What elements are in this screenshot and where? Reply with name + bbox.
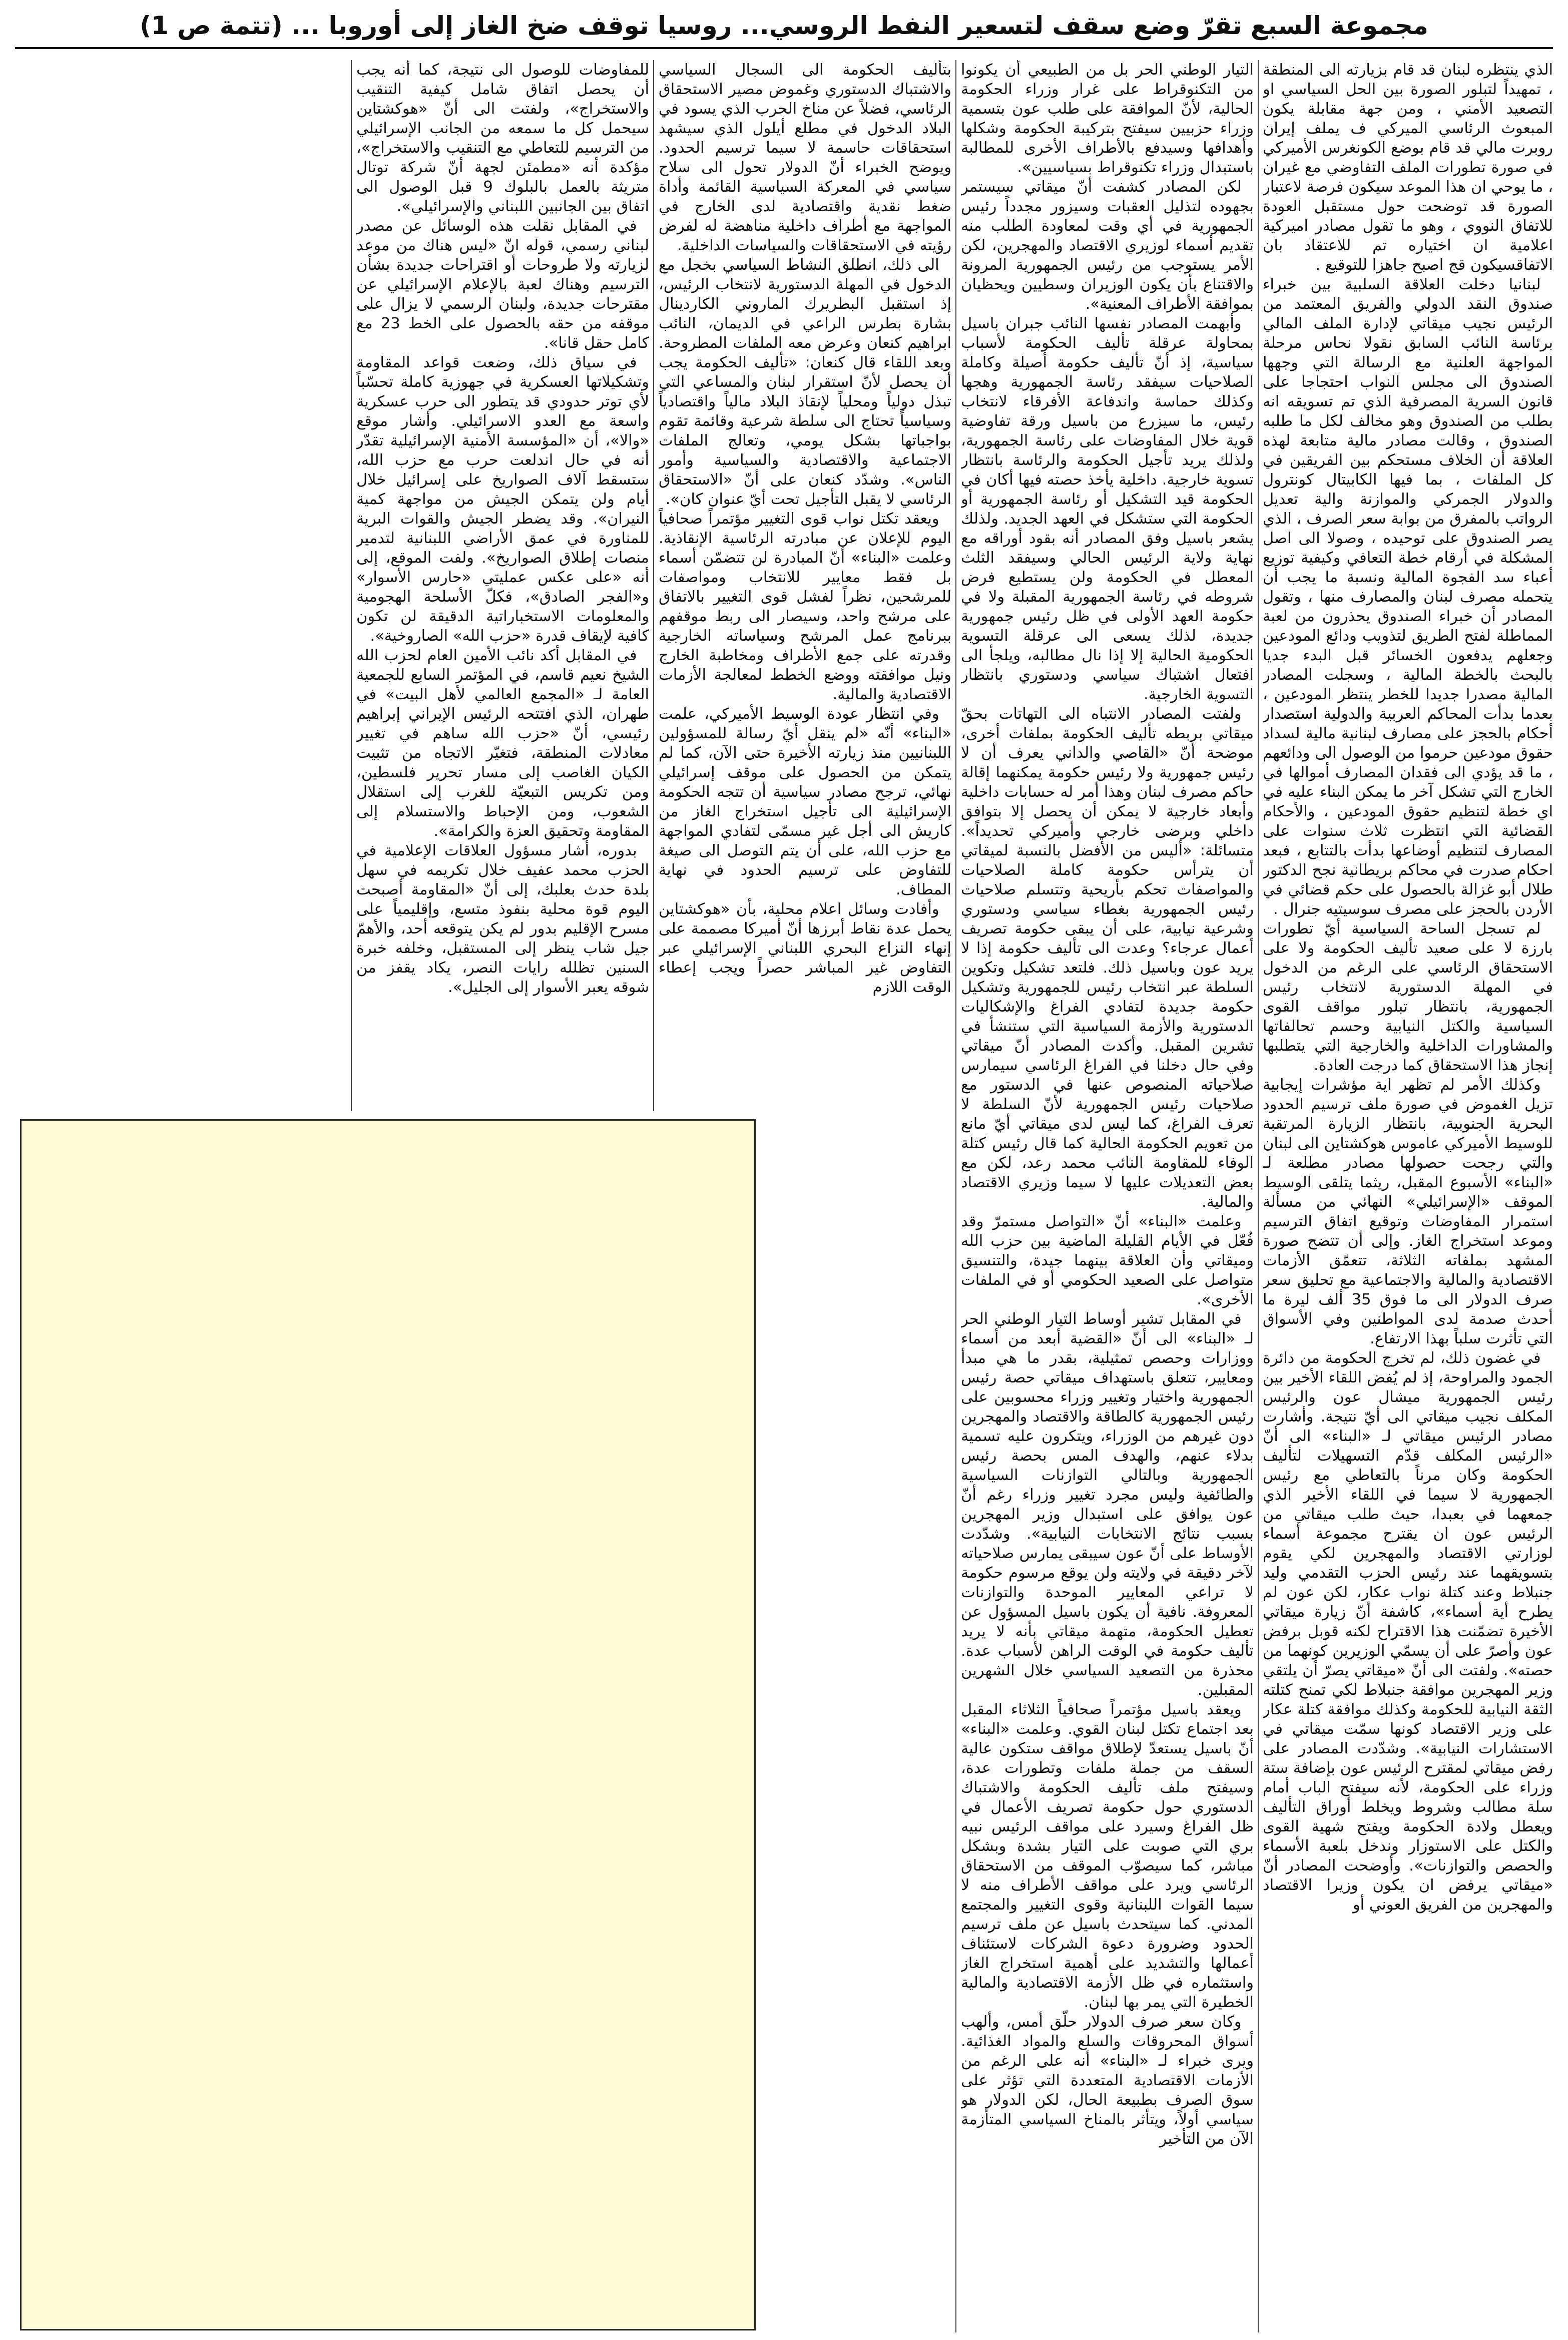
article-paragraph: في المقابل تشير أوساط التيار الوطني الحر لـ «البناء» الى أنّ «القضية أبعد من أسماء ووزارات وحصص تمثيلية، بقدر ما هي مبدأ ومعايير، تتعلق باستهداف ميقاتي حصة رئيس الجمهورية واختيار وتغيير وزراء محسوبين على رئيس الجمهورية كالطاقة والاقتصاد والمهجرين دون غيرهم من الوزراء، ويتكرون عليه تسمية بدلاء عنهم، والهدف المس بحصة رئيس الجمهورية وبالتالي التوازنات السياسية والطائفية وليس مجرد تغيير وزراء رغم أنّ عون يوافق على استبدال وزير المهجرين بسبب نتائج الانتخابات النيابية». وشدّدت الأوساط على أنّ عون سيبقى يمارس صلاحياته لآخر دقيقة في ولايته ولن يوقع مرسوم حكومة لا تراعي المعايير الموحدة والتوازنات المعروفة. نافية أن يكون باسيل المسؤول عن تعطيل الحكومة، متهمة ميقاتي بأنه لا يريد تأليف حكومة في الوقت الراهن لأسباب عدة. محذرة من التصعيد السياسي خلال الشهرين المقبلين.	[961, 1310, 1254, 1699]
column-divider	[1258, 60, 1259, 2332]
article-paragraph: التيار الوطني الحر بل من الطبيعي أن يكونوا من التكنوقراط على غرار وزراء الحكومة الحالية، لأنّ الموافقة على طلب عون بتسمية وزراء حزبيين سيفتح بتركيبة الحكومة وشكلها وأهدافها وسيدفع بالأطراف الأخرى للمطالبة باستبدال وزراء تكنوقراط بسياسيين».	[961, 61, 1254, 176]
headline-rule	[15, 47, 1553, 49]
article-paragraph: وأبهمت المصادر نفسها النائب جبران باسيل بمحاولة عرقلة تأليف الحكومة لأسباب سياسية، إذ أنّ تأليف حكومة أصيلة وكاملة الصلاحيات سيفقد رئاسة الجمهورية وهجها وكذلك حماسة واندفاعة الأفرقاء لانتخاب رئيس، ما سيزرع من باسيل ورقة تفاوضية قوية خلال المفاوضات على رئاسة الجمهورية، ولذلك يريد تأجيل الحكومة والرئاسة بانتظار تسوية خارجية. داخلية يأخذ حصته فيها أكان في الحكومة قيد التشكيل أو رئاسة الجمهورية أو الحكومة التي ستشكل في العهد الجديد. ولذلك يشعر باسيل وفق المصادر أنه بقود أوراقه مع نهاية ولاية الرئيس الحالي وسيفقد الثلث المعطل في الحكومة ولن يستطيع فرض شروطه في رئاسة الجمهورية المقبلة ولا في حكومة العهد الأولى في ظل رئيس جمهورية جديدة، لذلك يسعى الى عرقلة التسوية الحكومية الحالية إلا إذا نال مطالبه، ويلجأ الى افتعال اشتباك سياسي ودستوري بانتظار التسوية الخارجية.	[961, 315, 1254, 703]
article-paragraph: ولفتت المصادر الانتباه الى التهاتات بحقّ ميقاتي بربطه تأليف الحكومة بملفات أخرى، موضحة أنّ «القاصي والداني يعرف أن لا رئيس جمهورية ولا رئيس حكومة يمكنهما إقالة حاكم مصرف لبنان وهذا أمر له حسابات داخلية وأبعاد خارجية لا يمكن أن يحصل إلا بتوافق داخلي وبرضى خارجي وأميركي تحديداً». متسائلة: «أليس من الأفضل بالنسبة لميقاتي أن يترأس حكومة كاملة الصلاحيات والمواصفات تحكم بأريحية وتتسلم صلاحيات رئيس الجمهورية بغطاء سياسي ودستوري وشرعية نيابية، على أن يبقى حكومة تصريف أعمال عرجاء؟ وعدت الى تأليف حكومة إذا لا يريد عون وباسيل ذلك. فلتعد تشكيل وتكوين السلطة عبر انتخاب رئيس للجمهورية وتشكيل حكومة جديدة لتفادي الفراغ والإشكاليات الدستورية والأزمة السياسية التي ستنشأ في تشرين المقبل. وأكدت المصادر أنّ ميقاتي وفي حال دخلنا في الفراغ الرئاسي سيمارس صلاحياته المنصوص عنها في الدستور مع صلاحيات رئيس الجمهورية لأنّ السلطة لا تعرف الفراغ، كما ليس لدى ميقاتي أيّ مانع من تعويم الحكومة الحالية كما قال رئيس كتلة الوفاء للمقاومة النائب محمد رعد، لكن مع بعض التعديلات عليها لا سيما وزيري الاقتصاد والمالية.	[961, 705, 1254, 1211]
article-paragraph: الى ذلك، انطلق النشاط السياسي بخجل مع الدخول في المهلة الدستورية لانتخاب الرئيس، إذ استقبل البطريرك الماروني الكاردينال بشارة بطرس الراعي في الديمان، النائب ابراهيم كنعان وعرض معه الملفات المطروحة. وبعد اللقاء قال كنعان: «تأليف الحكومة يجب أن يحصل لأنّ استقرار لبنان والمساعي التي تبذل دولياً ومحلياً لإنقاذ البلاد مالياً واقتصادياً وسياسياً تحتاج الى سلطة شرعية وقائمة تقوم بواجباتها بشكل يومي، وتعالج الملفات الاجتماعية والاقتصادية والسياسية وأمور الناس». وشدّد كنعان على أنّ «الاستحقاق الرئاسي لا يقبل التأجيل تحت أيّ عنوان كان».	[659, 256, 951, 508]
article-column-5	[59, 60, 347, 1111]
article-paragraph: في سياق ذلك، وضعت قواعد المقاومة وتشكيلاتها العسكرية في جهوزية كاملة تحسّباً لأي توتر حدودي قد يتطور الى حرب عسكرية واسعة مع العدو الاسرائيلي. وأشار موقع «والا»، أن «المؤسسة الأمنية الإسرائيلية تقدّر أنه في حال اندلعت حرب مع حزب الله، ستسقط آلاف الصواريخ على إسرائيل خلال أيام ولن يتمكن الجيش من مواجهة كمية النيران». وقد يضطر الجيش والقوات البرية للمناورة في عمق الأراضي اللبنانية لتدمير منصات إطلاق الصواريخ». ولفت الموقع، إلى أنه «على عكس عمليتي «حارس الأسوار» و«الفجر الصادق»، فكلّ الأسلحة الهجومية والمعلومات الاستخباراتية الدقيقة لن تكون كافية لإيقاف قدرة «حزب الله» الصاروخية».	[356, 354, 649, 645]
column-divider	[351, 60, 352, 1111]
column-divider	[653, 60, 654, 1111]
article-paragraph: لبنانيا دخلت العلاقة السلبية بين خبراء صندوق النقد الدولي والفريق المعتمد من الرئيس نجيب ميقاتي لإدارة الملف المالي برئاسة النائب السابق نقولا نحاس مرحلة المواجهة العلنية مع الرسالة التي وجهها الصندوق الى مجلس النواب احتجاجا على قانون السرية المصرفية الذي تم تسويقه انه بطلب من الصندوق وهو مخالف لكل ما طلبه الصندوق ، وقالت مصادر مالية متابعة لهذه العلاقة أن الخلاف مستحكم بين الفريقين في كل الملفات ، بما فيها الكابيتال كونترول والدولار الجمركي والموازنة والية تعديل الرواتب بالمفرق من بوابة سعر الصرف ، الذي يصر الصندوق على توحيده ، وصولا الى اصل المشكلة في أرقام خطة التعافي وكيفية توزيع أعباء سد الفجوة المالية ونسبة ما يجب أن يتحمله مصرف لبنان والمصارف منها ، وتقول المصادر أن خبراء الصندوق يحذرون من لعبة المماطلة لفتح الطريق لتذويب ودائع المودعين وجعلهم يدفعون الخسائر قبل البدء جديا بالبحث بالخطة المالية ، وسجلت المصادر المالية مصدرا جديدا للخطر ينتظر المودعين ، بعدما بدأت المحاكم العربية والدولية استصدار أحكام بالحجز على مصارف لبنانية مالية لسداد حقوق مودعين حرموا من الوصول الى ودائعهم ، ما قد يؤدي الى فقدان المصارف أموالها في الخارج التي تشكل آخر ما يمكن البناء عليه في اي خطة لتنظيم حقوق المودعين ، والأحكام القضائية التي انتظرت ثلاث سنوات على المصارف لتنظيم أوضاعها بدأت بالتتابع ، فبعد احكام صدرت في محاكم بريطانية نجح الدكتور طلال أبو غزالة بالحصول على حكم قضائي في الأردن بالحجز على مصرف سوسيتيه جنرال .	[1263, 276, 1553, 918]
article-paragraph: ويعقد تكتل نواب قوى التغيير مؤتمراً صحافياً اليوم للإعلان عن مبادرته الرئاسية الإنقاذية. وعلمت «البناء» أنّ المبادرة لن تتضمّن أسماء بل فقط معايير للانتخاب ومواصفات للمرشحين، نظراً لفشل قوى التغيير بالاتفاق على مرشح واحد، وسيصار الى ربط موقفهم ببرنامج عمل المرشح وسياساته الخارجية وقدرته على جمع الأطراف ومخاطبة الخارج ونيل موافقته ووضع الخطط لمعالجة الأزمات الاقتصادية والمالية.	[659, 510, 951, 703]
article-paragraph: في غضون ذلك، لم تخرج الحكومة من دائرة الجمود والمراوحة، إذ لم يُفض اللقاء الأخير بين رئيس الجمهورية ميشال عون والرئيس المكلف نجيب ميقاتي الى أيّ نتيجة. وأشارت مصادر الرئيس ميقاتي لـ «البناء» الى أنّ «الرئيس المكلف قدّم التسهيلات لتأليف الحكومة وكان مرناً بالتعاطي مع رئيس الجمهورية لا سيما في اللقاء الأخير الذي جمعهما في بعبدا، حيث طلب ميقاتي من الرئيس عون ان يقترح مجموعة أسماء لوزارتي الاقتصاد والمهجرين لكي يقوم بتسويقهما عند رئيس الحزب التقدمي وليد جنبلاط وعند كتلة نواب عكار، لكن عون لم يطرح أية أسماء»، كاشفة أنّ زيارة ميقاتي الأخيرة تضمّنت هذا الاقتراح لكنه قوبل برفض عون وأصرّ على أن يسمّي الوزيرين كونهما من حصته». ولفتت الى أنّ «ميقاتي يصرّ أن يلتقي وزير المهجرين موافقة جنبلاط لكي تمنح كتلته الثقة النيابية للحكومة وكذلك موافقة كتلة عكار على وزير الاقتصاد كونها سمّت ميقاتي في الاستشارات النيابية». وشدّدت المصادر على رفض ميقاتي لمقترح الرئيس عون بإضافة ستة وزراء على الحكومة، لأنه سيفتح الباب أمام سلة مطالب وشروط ويخلط أوراق التأليف ويعطل ولادة الحكومة ويفتح شهية القوى والكتل على الاستوزار وندخل بلعبة الأسماء والحصص والتوازنات». وأوضحت المصادر أنّ «ميقاتي يرفض ان يكون وزيرا الاقتصاد والمهجرين من الفريق العوني أو	[1263, 1349, 1553, 1914]
article-paragraph: في المقابل أكد نائب الأمين العام لحزب الله الشيخ نعيم قاسم، في المؤتمر السابع للجمعية العامة لـ «المجمع العالمي لأهل البيت» في طهران، الذي افتتحه الرئيس الإيراني إبراهيم رئيسي، أنّ «حزب الله ساهم في تغيير معادلات المنطقة، فتغيّر الاتجاه من تثبيت الكيان الغاصب إلى مسار تحرير فلسطين، ومن تكريس التبعيّة للغرب إلى استقلال الشعوب، ومن الإحباط والاستسلام إلى المقاومة وتحقيق العزة والكرامة».	[356, 647, 649, 840]
article-column-1	[1263, 60, 1553, 2332]
article-column-4	[356, 60, 649, 1111]
article-paragraph: وأفادت وسائل اعلام محلية، بأن «هوكشتاين يحمل عدة نقاط أبرزها أنّ أميركا مصممة على إنهاء النزاع البحري اللبناني الإسرائيلي عبر التفاوض غير المباشر حصراً ويجب إعطاء الوقت اللازم	[659, 900, 951, 996]
article-paragraph: في المقابل نقلت هذه الوسائل عن مصدر لبناني رسمي، قوله انّ «ليس هناك من موعد لزيارته ولا طروحات أو اقتراحات جديدة بشأن الترسيم وهناك لعبة بالإعلام الإسرائيلي عن مقترحات جديدة، ولبنان الرسمي لا يزال على موقفه من حقه بالحصول على الخط 23 مع كامل حقل قانا».	[356, 217, 649, 352]
article-paragraph: لم تسجل الساحة السياسية أيّ تطورات بارزة لا على صعيد تأليف الحكومة ولا على الاستحقاق الرئاسي على الرغم من الدخول في المهلة الدستورية لانتخاب رئيس الجمهورية، بانتظار تبلور مواقف القوى السياسية والكتل النيابية وحسم تحالفاتها والمشاورات الداخلية والخارجية التي يتطلبها إنجاز هذا الاستحقاق كما درجت العادة.	[1263, 920, 1553, 1074]
article-paragraph: للمفاوضات للوصول الى نتيجة، كما أنه يجب أن يحصل اتفاق شامل كيفية التنقيب والاستخراج»، ولفتت الى أنّ «هوكشتاين سيحمل كل ما سمعه من الجانب الإسرائيلي من الترسيم للتعاطي مع التنقيب والاستخراج»، مؤكدة أنه «مطمئن لجهة أنّ شركة توتال متريثة بالعمل بالبلوك 9 قبل الوصول الى اتفاق بين الجانبين اللبناني والإسرائيلي».	[356, 61, 649, 215]
article-column-2	[961, 60, 1254, 2332]
article-paragraph: بتأليف الحكومة الى السجال السياسي والاشتباك الدستوري وغموض مصير الاستحقاق الرئاسي، فضلاً عن مناخ الحرب الذي يسود في البلاد الدخول في مطلع أيلول الذي سيشهد استحقاقات حاسمة لا سيما ترسيم الحدود. ويوضح الخبراء أنّ الدولار تحول الى سلاح سياسي في المعركة السياسية القائمة وأداة ضغط نقدية واقتصادية لدى الخارج في المواجهة مع أطراف داخلية مناهضة له لفرض رؤيته في الاستحقاقات والسياسات الداخلية.	[659, 61, 951, 254]
article-paragraph: ويعقد باسيل مؤتمراً صحافياً الثلاثاء المقبل بعد اجتماع تكتل لبنان القوي. وعلمت «البناء» أنّ باسيل يستعدّ لإطلاق مواقف ستكون عالية السقف من جملة ملفات وتطورات عدة، وسيفتح ملف تأليف الحكومة والاشتباك الدستوري حول حكومة تصريف الأعمال في ظل الفراغ وسيرد على مواقف الرئيس نبيه بري التي صوبت على التيار بشدة وبشكل مباشر، كما سيصوّب الموقف من الاستحقاق الرئاسي ويرد على مواقف الأطراف منه لا سيما القوات اللبنانية وقوى التغيير والمجتمع المدني. كما سيتحدث باسيل عن ملف ترسيم الحدود وضرورة دعوة الشركات لاستئناف أعمالها والتشديد على أهمية استخراج الغاز واستثماره في ظل الأزمة الاقتصادية والمالية الخطيرة التي يمر بها لبنان.	[961, 1701, 1254, 2011]
article-paragraph: وفي انتظار عودة الوسيط الأميركي، علمت «البناء» أنّه «لم ينقل أيّ رسالة للمسؤولين اللبنانيين منذ زيارته الأخيرة حتى الآن، كما لم يتمكن من الحصول على موقف إسرائيلي نهائي، ترجح مصادر سياسية أن تتجه الحكومة الإسرائيلية الى تأجيل استخراج الغاز من كاريش الى أجل غير مسمّى لتفادي المواجهة مع حزب الله، على أن يتم التوصل الى صيغة للتفاوض على ترسيم الحدود في نهاية المطاف.	[659, 705, 951, 898]
column-divider	[955, 60, 956, 2332]
article-headline: مجموعة السبع تقرّ وضع سقف لتسعير النفط الروسي... روسيا توقف ضخ الغاز إلى أوروبا ... (تتمة ص 1)	[140, 11, 1428, 40]
article-paragraph: لكن المصادر كشفت أنّ ميقاتي سيستمر بجهوده لتذليل العقبات وسيزور مجدداً رئيس الجمهورية في أي وقت لمعاودة الطلب منه تقديم أسماء لوزيري الاقتصاد والمهجرين، لكن الأمر يستوجب من رئيس الجمهورية المرونة والاقتناع بأن يكون الوزيران وسطيين ويحظيان بموافقة الأطراف المعنية».	[961, 178, 1254, 313]
article-paragraph: وكان سعر صرف الدولار حلّق أمس، وألهب أسواق المحروقات والسلع والمواد الغذائية. ويرى خبراء لـ «البناء» أنه على الرغم من الأزمات الاقتصادية المتعددة التي تؤثر على سوق الصرف بطبيعة الحال، لكن الدولار هو سياسي أولاً، ويتأثر بالمناخ السياسي المتأزمة الآن من التأخير	[961, 2013, 1254, 2148]
article-paragraph: وعلمت «البناء» أنّ «التواصل مستمرّ وقد فُعّل في الأيام القليلة الماضية بين حزب الله وميقاتي وأن العلاقة بينهما جيدة، والتنسيق متواصل على الصعيد الحكومي أو في الملفات الأخرى».	[961, 1213, 1254, 1308]
empty-ad-placeholder	[20, 1119, 756, 2330]
article-paragraph: بدوره، أشار مسؤول العلاقات الإعلامية في الحزب محمد عفيف خلال تكريمه في سهل بلدة حدث بعلبك، إلى أنّ «المقاومة أصبحت اليوم قوة محلية بنفوذ متسع، وإقليمياً على مسرح الإقليم بدور لم يكن يتوقعه أحد، والأهمّ جيل شاب ينظر إلى المستقبل، وخلفه خبرة السنين تظلله رايات النصر، يكاد يقفز من شوقه يعبر الأسوار إلى الجليل».	[356, 842, 649, 996]
article-paragraph: الذي ينتظره لبنان قد قام بزيارته الى المنطقة ، تمهيداً لتبلور الصورة بين الحل السياسي او التصعيد الأمني ، ومن جهة مقابلة يكون المبعوث الرئاسي الميركي ف يملف إيران روبرت مالي قد قام بوضع الكونغرس الأميركي في صورة تطورات الملف التفاوضي مع غيران ، ما يوحي ان هذا الموعد سيكون فرصة لاعتبار الصورة قد توضحت حول مستقبل العودة للاتفاق النووي ، وهو ما تقول مصادر اميركية اعلامية ان اختياره تم للاعتقاد بان الاتفاقسيكون قج اصبح جاهزا للتوقيع .	[1263, 61, 1553, 274]
article-paragraph: وكذلك الأمر لم تظهر اية مؤشرات إيجابية تزيل الغموض في صورة ملف ترسيم الحدود البحرية الجنوبية، بانتظار الزيارة المرتقبة للوسيط الأميركي عاموس هوكشتاين الى لبنان والتي رجحت حصولها مصادر مطلعة لـ «البناء» الأسبوع المقبل، ريثما يتلقى الوسيط الموقف «الإسرائيلي» النهائي من مسألة استمرار المفاوضات وتوقيع اتفاق الترسيم وموعد استخراج الغاز. وإلى أن تتضح صورة المشهد بملفاته الثلاثة، تتعمّق الأزمات الاقتصادية والمالية والاجتماعية مع تحليق سعر صرف الدولار الى ما فوق 35 ألف ليرة ما أحدث صدمة لدى المواطنين وفي الأسواق التي تأثرت سلباً بهذا الارتفاع.	[1263, 1076, 1553, 1347]
